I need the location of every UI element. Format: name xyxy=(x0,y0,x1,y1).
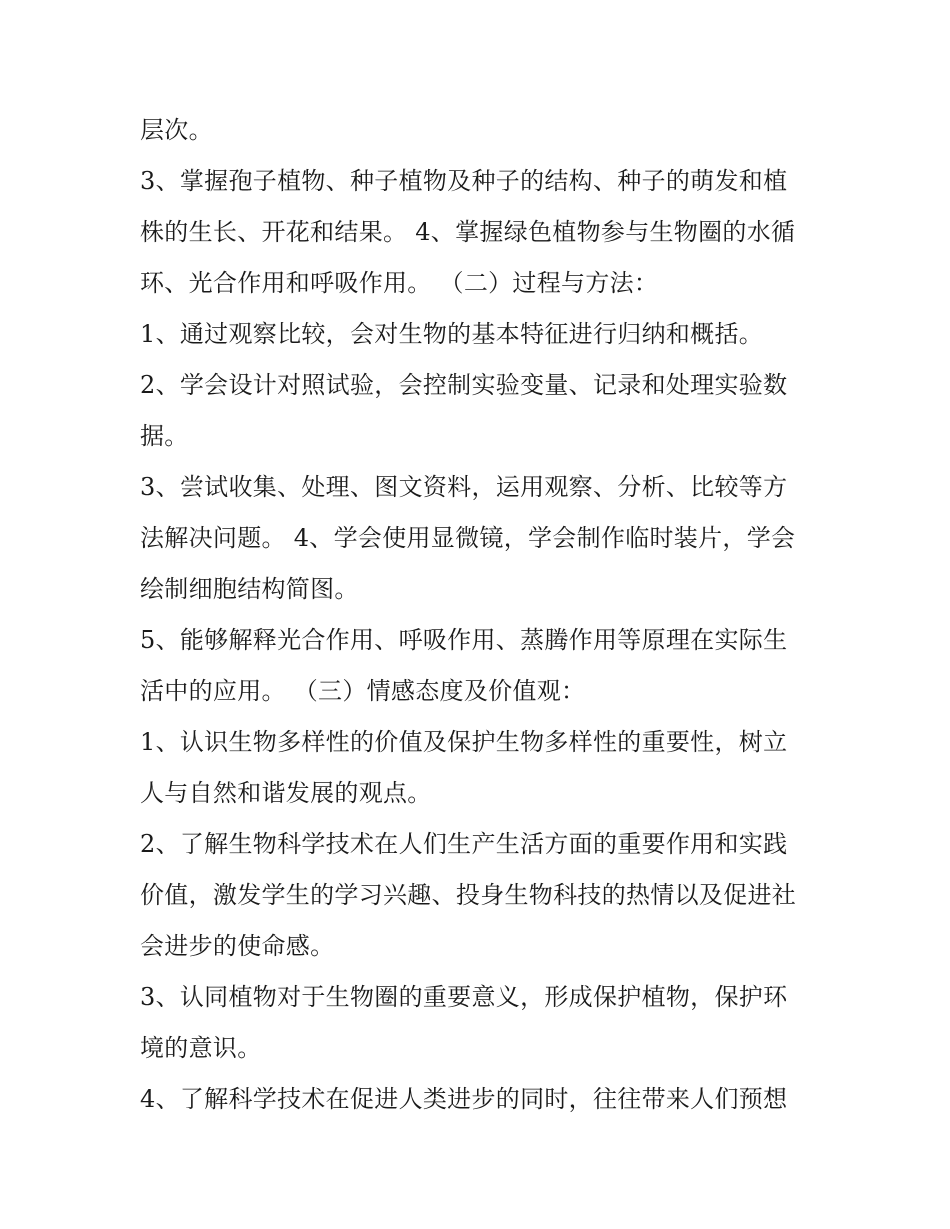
text-line: 3、掌握孢子植物、种子植物及种子的结构、种子的萌发和植 xyxy=(140,167,788,195)
document-body xyxy=(140,105,820,1125)
text-line: 3、认同植物对于生物圈的重要意义，形成保护植物，保护环 xyxy=(140,983,788,1011)
text-line: 境的意识。 xyxy=(140,1034,262,1062)
text-line: 2、学会设计对照试验，会控制实验变量、记录和处理实验数 xyxy=(140,371,788,399)
text-line: 4、了解科学技术在促进人类进步的同时，往往带来人们预想 xyxy=(140,1085,788,1113)
text-line: 据。 xyxy=(140,422,189,450)
text-line: 人与自然和谐发展的观点。 xyxy=(140,779,432,807)
text-line: 3、尝试收集、处理、图文资料，运用观察、分析、比较等方 xyxy=(140,473,788,501)
text-line: 法解决问题。 4、学会使用显微镜，学会制作临时装片，学会 xyxy=(140,524,796,552)
text-line: 1、通过观察比较，会对生物的基本特征进行归纳和概括。 xyxy=(140,320,764,348)
text-line: 1、认识生物多样性的价值及保护生物多样性的重要性，树立 xyxy=(140,728,788,756)
text-line: 5、能够解释光合作用、呼吸作用、蒸腾作用等原理在实际生 xyxy=(140,626,788,654)
text-line: 活中的应用。 （三）情感态度及价值观： xyxy=(140,677,586,705)
text-line: 株的生长、开花和结果。 4、掌握绿色植物参与生物圈的水循 xyxy=(140,218,796,246)
text-line: 绘制细胞结构简图。 xyxy=(140,575,359,603)
text-line: 环、光合作用和呼吸作用。 （二）过程与方法： xyxy=(140,269,659,297)
text-line: 层次。 xyxy=(140,116,213,144)
text-line: 会进步的使命感。 xyxy=(140,932,335,960)
text-line: 价值，激发学生的学习兴趣、投身生物科技的热情以及促进社 xyxy=(140,881,797,909)
text-line: 2、了解生物科学技术在人们生产生活方面的重要作用和实践 xyxy=(140,830,788,858)
